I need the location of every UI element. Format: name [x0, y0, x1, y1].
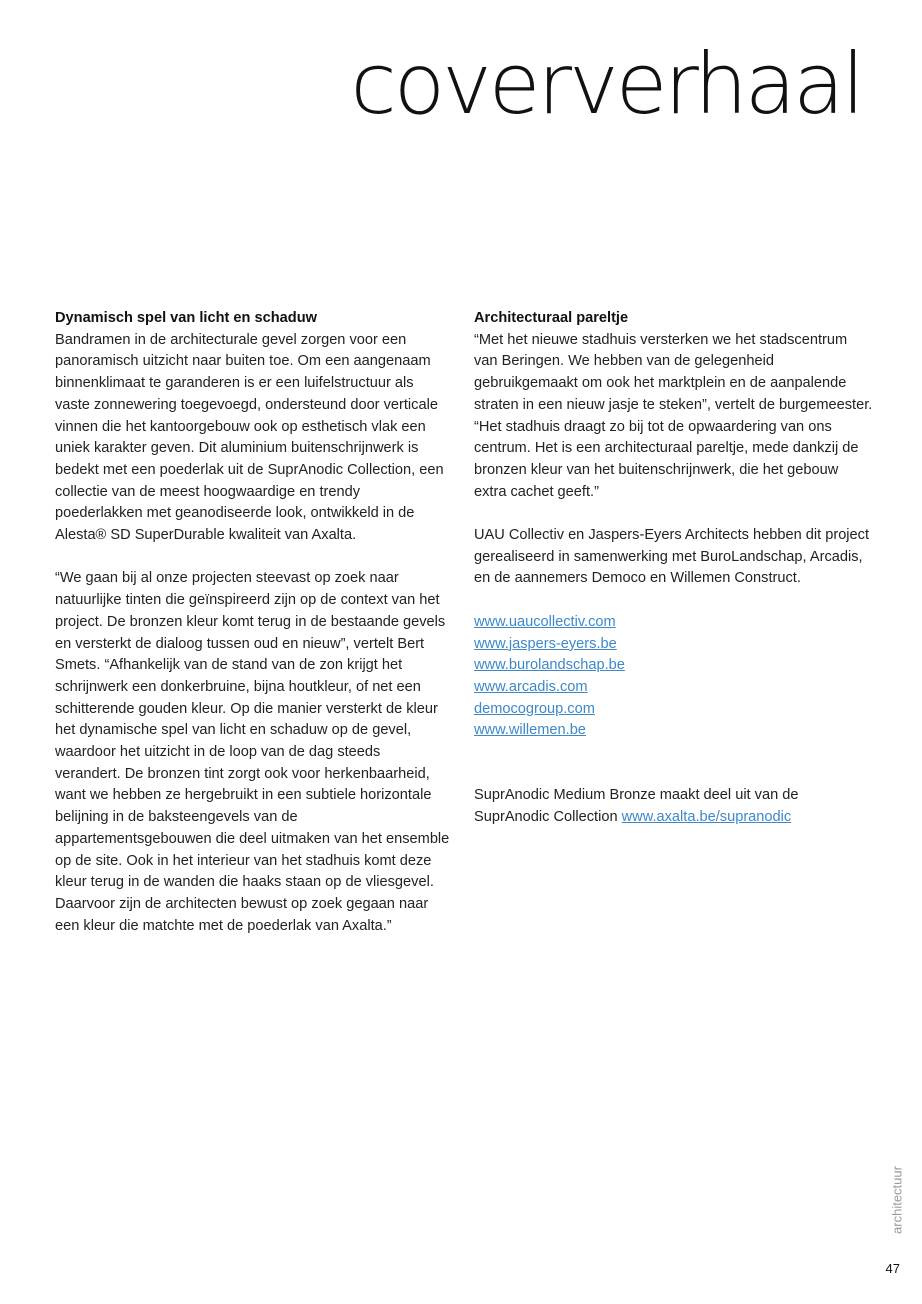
right-column — [474, 308, 874, 850]
link-jaspers-eyers[interactable]: www.jaspers-eyers.be — [474, 635, 617, 652]
link-axalta-supranodic[interactable]: www.axalta.be/supranodic — [621, 808, 792, 825]
section-title: coververhaal — [350, 35, 862, 133]
link-willemen[interactable]: www.willemen.be — [474, 722, 586, 739]
list-item — [474, 634, 874, 656]
left-paragraph-2: “We gaan bij al onze projecten steevast op zoek naar natuurlijke tinten die geïnspireerd zijn op de context van het project. De bronzen kleur komt terug in de bestaande gevels en versterkt de dialoog tussen oud en nieuw”, vertelt Bert Smets. “Afhankelijk van de stand van de zon krijgt het schrijnwerk een donkerbruine, bijna houtkleur, of net een schitterende gouden kleur. Op die manier versterkt de kleur het dynamische spel van licht en schaduw op de gevel, waardoor het uitzicht in de loop van de dag steeds verandert. De bronzen tint zorgt ook voor herkenbaarheid, want we hebben ze hergebruikt in een subtiele horizontale belijning in de baksteengevels van de appartementsgebouwen die deel uitmaken van het ensemble op de site. Ook in het interieur van het stadhuis komt deze kleur terug in de wanden die haaks staan op de vliesgevel. Daarvoor zijn de architecten bewust op zoek gegaan naar een kleur die matchte met de poederlak van Axalta.” — [55, 570, 450, 934]
list-item — [474, 612, 874, 634]
right-paragraph-2: UAU Collectiv en Jaspers-Eyers Architects hebben dit project gerealiseerd in samenwerking met BuroLandschap, Arcadis, en de aannemers Democo en Willemen Construct. — [474, 527, 870, 587]
page-number: 47 — [885, 1261, 900, 1276]
partner-links — [474, 612, 874, 742]
list-item — [474, 720, 874, 742]
collection-note-text: SuprAnodic Medium Bronze maakt deel uit van de SuprAnodic Collection — [474, 787, 799, 825]
collection-note — [474, 785, 874, 828]
list-item — [474, 677, 874, 699]
left-paragraph-1: Bandramen in de architecturale gevel zorgen voor een panoramisch uitzicht naar buiten toe. Om een aangenaam binnenklimaat te garanderen is er een luifelstructuur als vaste zonnewering toegevoegd, ondersteund door verticale vinnen die het kantoorgebouw ook op esthetisch vlak een uniek karakter geven. Dit aluminium buitenschrijnwerk is bedekt met een poederlak uit de SuprAnodic Collection, een collectie van de meest hoogwaardige en trendy poederlakken met geanodiseerde look, ontwikkeld in de Alesta® SD SuperDurable kwaliteit van Axalta. — [55, 331, 444, 544]
left-heading: Dynamisch spel van licht en schaduw — [55, 310, 317, 326]
left-column — [55, 308, 450, 959]
link-uaucollectiv[interactable]: www.uaucollectiv.com — [474, 613, 616, 630]
list-item — [474, 655, 874, 677]
side-label: architectuur — [889, 1166, 905, 1234]
list-item — [474, 699, 874, 721]
right-heading: Architecturaal pareltje — [474, 310, 629, 326]
link-burolandschap[interactable]: www.burolandschap.be — [474, 657, 625, 674]
link-democogroup[interactable]: democogroup.com — [474, 700, 595, 717]
link-arcadis[interactable]: www.arcadis.com — [474, 678, 588, 695]
right-paragraph-1: “Met het nieuwe stadhuis versterken we het stadscentrum van Beringen. We hebben van de gelegenheid gebruikgemaakt om ook het marktplein en de aanpalende straten in een nieuw jasje te steken”, vertelt de burgemeester. “Het stadhuis draagt zo bij tot de opwaardering van ons centrum. Het is een architecturaal pareltje, mede dankzij de bronzen kleur van het buitenschrijnwerk, die het gebouw extra cachet geeft.” — [474, 331, 873, 500]
